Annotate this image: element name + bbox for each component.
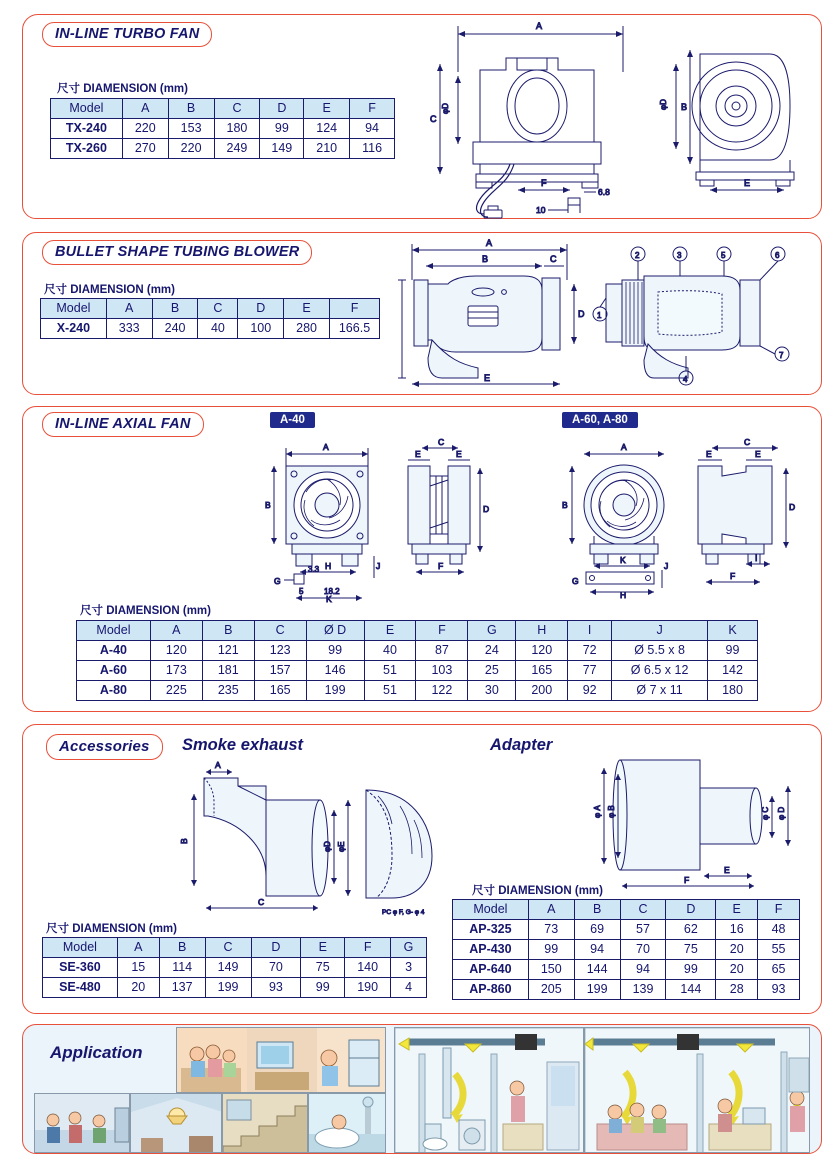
cell: 144 [666,980,716,1000]
cell: 153 [168,119,214,139]
dimension-text: DIAMENSION (mm) [72,923,177,935]
cell: 199 [205,978,251,998]
application-illustration-bathroom [308,1093,386,1153]
application-illustration-living-room [176,1027,386,1093]
cell: 62 [666,920,716,940]
cell: 25 [468,661,516,681]
table-row [43,958,427,978]
cell: 249 [214,139,260,159]
dimension-text: DIAMENSION (mm) [83,83,188,95]
svg-text:C: C [258,897,265,907]
svg-text:B: B [179,838,189,844]
svg-text:A: A [323,442,329,452]
svg-text:F: F [438,561,444,571]
svg-text:J: J [664,561,669,571]
cell: Ø 7 x 11 [612,681,708,701]
svg-text:A: A [536,21,543,31]
svg-text:5: 5 [721,251,726,260]
col-header: B [168,99,214,119]
cell: 150 [528,960,574,980]
cell: 3 [391,958,427,978]
smoke-exhaust-title-text: Smoke exhaust [182,736,304,754]
application-illustration-toilet-duct [394,1027,584,1153]
svg-text:B: B [265,500,271,510]
col-header: A [150,621,202,641]
cell-model: AP-325 [453,920,529,940]
svg-text:F: F [541,178,547,188]
svg-text:E: E [724,865,730,875]
cell: 40 [198,319,238,339]
svg-text:A: A [621,442,627,452]
cell: Ø 5.5 x 8 [612,641,708,661]
cell: 20 [716,940,758,960]
cell: 100 [238,319,284,339]
cell: 180 [708,681,758,701]
cell: 142 [708,661,758,681]
cell: 40 [364,641,416,661]
col-header: F [350,99,395,119]
adapter-drawing [593,740,821,890]
cell: 70 [620,940,666,960]
cell: 205 [528,980,574,1000]
cell: 75 [666,940,716,960]
svg-text:B: B [562,500,568,510]
cell: 140 [345,958,391,978]
svg-text:F: F [684,875,690,885]
svg-text:φD: φD [441,103,450,114]
cell: 122 [416,681,468,701]
cell: 57 [620,920,666,940]
col-header: B [574,900,620,920]
svg-text:φE: φE [337,841,346,852]
adapter-dimension-label [472,882,603,898]
cell: 114 [159,958,205,978]
adapter-title-text: Adapter [490,736,553,754]
adapter-spec-table [452,899,800,1000]
table-row [77,661,758,681]
section-title-accessories [46,734,163,760]
col-header: E [304,99,350,119]
smoke-dimension-label [46,920,177,936]
cell: 120 [150,641,202,661]
table-header-row [41,299,380,319]
table-row [453,980,800,1000]
table-row [453,920,800,940]
col-header: C [254,621,306,641]
svg-text:5: 5 [299,587,304,596]
svg-text:D: D [578,309,585,319]
turbo-fan-drawing [418,14,818,219]
dimension-text: DIAMENSION (mm) [70,284,175,296]
svg-text:E: E [456,449,462,459]
cell: 220 [168,139,214,159]
svg-text:B: B [482,254,489,264]
cell: 235 [202,681,254,701]
table-row [43,978,427,998]
col-header: F [345,938,391,958]
turbo-spec-table [50,98,395,159]
application-illustration-living-duct [584,1027,810,1153]
svg-text:I: I [755,553,758,563]
svg-text:C: C [430,114,437,124]
application-title-text: Application [50,1043,143,1062]
cell: 28 [716,980,758,1000]
svg-text:G: G [274,576,281,586]
svg-text:E: E [706,449,712,459]
col-header: B [152,299,198,319]
table-row [77,681,758,701]
cell: 93 [758,980,800,1000]
cell: 121 [202,641,254,661]
cell: Ø 6.5 x 12 [612,661,708,681]
bullet-spec-table [40,298,380,339]
bullet-blower-drawing [392,232,812,395]
cell: 180 [214,119,260,139]
cell: 99 [260,119,304,139]
svg-text:7: 7 [779,351,784,360]
col-header: E [716,900,758,920]
svg-text:G: G [572,576,579,586]
cell: 139 [620,980,666,1000]
svg-text:A: A [486,238,493,248]
cell: 165 [516,661,568,681]
col-header: K [708,621,758,641]
cell-model: AP-860 [453,980,529,1000]
col-header: C [620,900,666,920]
cell-model: A-60 [77,661,151,681]
cell: 51 [364,661,416,681]
cell-model: AP-640 [453,960,529,980]
svg-text:φ D: φ D [777,806,786,820]
svg-text:C: C [438,437,445,447]
cell: 123 [254,641,306,661]
cell-model: A-40 [77,641,151,661]
cell-model: TX-260 [51,139,123,159]
cell: 99 [301,978,345,998]
smoke-exhaust-title [182,736,303,755]
axial-dimension-label [80,602,211,618]
cell: 15 [117,958,159,978]
svg-text:F: F [730,571,736,581]
svg-text:6: 6 [775,251,780,260]
model-tag-a60-a80 [562,412,638,428]
svg-text:φ A: φ A [593,805,602,818]
cell-model: SE-360 [43,958,118,978]
cell: 149 [260,139,304,159]
table-header-row [51,99,395,119]
application-illustration-warehouse [130,1093,222,1153]
col-header: D [238,299,284,319]
col-header: C [214,99,260,119]
table-header-row [453,900,800,920]
col-header: Model [41,299,107,319]
cell: 173 [150,661,202,681]
col-header: D [260,99,304,119]
table-header-row [43,938,427,958]
col-header: A [122,99,168,119]
col-header: D [251,938,301,958]
cell: 77 [568,661,612,681]
dimension-cjk: 尺寸 [57,81,80,95]
smoke-exhaust-spec-table [42,937,427,998]
cell: 225 [150,681,202,701]
col-header: F [330,299,380,319]
cell: 20 [117,978,159,998]
svg-text:E: E [484,373,491,383]
cell: 92 [568,681,612,701]
col-header: E [301,938,345,958]
col-header: G [391,938,427,958]
cell: 75 [301,958,345,978]
cell: 149 [205,958,251,978]
col-header: J [612,621,708,641]
dimension-text: DIAMENSION (mm) [498,885,603,897]
cell: 157 [254,661,306,681]
section-title-text: IN-LINE AXIAL FAN [55,416,191,432]
section-title-bullet-shape [42,240,312,265]
svg-text:H: H [620,590,627,600]
cell: 116 [350,139,395,159]
svg-text:A: A [215,760,221,770]
table-row [41,319,380,339]
col-header: H [516,621,568,641]
col-header: D [666,900,716,920]
cell: 70 [251,958,301,978]
col-header: B [159,938,205,958]
cell-model: AP-430 [453,940,529,960]
cell: 94 [350,119,395,139]
dimension-cjk: 尺寸 [44,282,67,296]
cell: 94 [620,960,666,980]
model-tag-a40 [270,412,315,428]
svg-text:K: K [620,555,626,565]
col-header: I [568,621,612,641]
cell-model: TX-240 [51,119,123,139]
application-title [50,1043,143,1063]
cell: 99 [666,960,716,980]
cell: 280 [284,319,330,339]
cell: 166.5 [330,319,380,339]
axial-a40-drawing [252,432,542,602]
svg-text:18.2: 18.2 [324,587,340,596]
dimension-cjk: 尺寸 [46,921,69,935]
col-header: B [202,621,254,641]
cell: 30 [468,681,516,701]
svg-text:φD: φD [659,99,668,110]
cell-model: A-80 [77,681,151,701]
svg-text:D: D [483,504,490,514]
section-title-inline-turbo-fan [42,22,212,47]
dimension-text: DIAMENSION (mm) [106,605,211,617]
cell: 20 [716,960,758,980]
cell: 144 [574,960,620,980]
svg-text:10: 10 [536,205,546,215]
col-header: C [198,299,238,319]
col-header: Ø D [306,621,364,641]
axial-a60-a80-drawing [546,432,816,602]
table-header-row [77,621,758,641]
smoke-exhaust-drawing [170,756,440,924]
col-header: A [528,900,574,920]
application-illustration-stairwell [222,1093,308,1153]
section-title-inline-axial-fan [42,412,204,437]
adapter-title [490,736,552,755]
cell: 99 [528,940,574,960]
cell: 99 [306,641,364,661]
cell: 120 [516,641,568,661]
turbo-dimension-label [57,80,188,96]
section-title-text: IN-LINE TURBO FAN [55,26,200,42]
col-header: A [106,299,152,319]
cell: 199 [574,980,620,1000]
svg-text:4: 4 [683,375,688,384]
cell: 94 [574,940,620,960]
model-tag-label: A-40 [280,414,305,426]
cell: 210 [304,139,350,159]
col-header: C [205,938,251,958]
cell-model: SE-480 [43,978,118,998]
cell: 240 [152,319,198,339]
cell: 4 [391,978,427,998]
cell: 51 [364,681,416,701]
cell: 65 [758,960,800,980]
svg-text:2: 2 [635,251,640,260]
svg-text:D: D [789,502,796,512]
application-illustration-office [34,1093,130,1153]
svg-text:φ C: φ C [761,806,770,820]
cell: 190 [345,978,391,998]
svg-text:C: C [550,254,557,264]
col-header: E [364,621,416,641]
svg-text:3: 3 [677,251,682,260]
axial-spec-table [76,620,758,701]
dimension-cjk: 尺寸 [472,883,495,897]
svg-text:PC φ F, G- φ 4: PC φ F, G- φ 4 [382,909,425,916]
col-header: Model [51,99,123,119]
table-row [51,139,395,159]
col-header: E [284,299,330,319]
cell: 146 [306,661,364,681]
cell: 165 [254,681,306,701]
col-header: F [758,900,800,920]
svg-text:B: B [681,102,688,112]
col-header: Model [77,621,151,641]
svg-text:3.3: 3.3 [308,565,320,574]
section-title-text: BULLET SHAPE TUBING BLOWER [55,244,300,260]
cell: 55 [758,940,800,960]
cell: 137 [159,978,205,998]
cell: 24 [468,641,516,661]
table-row [453,940,800,960]
svg-text:6.8: 6.8 [598,187,610,197]
col-header: G [468,621,516,641]
cell: 199 [306,681,364,701]
col-header: A [117,938,159,958]
svg-text:φD: φD [323,841,332,852]
cell: 200 [516,681,568,701]
cell: 48 [758,920,800,940]
svg-text:E: E [744,178,751,188]
col-header: Model [453,900,529,920]
cell: 270 [122,139,168,159]
svg-text:J: J [376,561,381,571]
cell: 93 [251,978,301,998]
bullet-dimension-label [44,281,175,297]
svg-text:C: C [744,437,751,447]
cell: 333 [106,319,152,339]
section-title-text: Accessories [59,738,150,755]
col-header: F [416,621,468,641]
cell: 73 [528,920,574,940]
svg-text:H: H [325,561,332,571]
model-tag-label: A-60, A-80 [572,414,628,426]
svg-text:K: K [326,594,332,604]
col-header: Model [43,938,118,958]
cell: 72 [568,641,612,661]
table-row [77,641,758,661]
cell: 87 [416,641,468,661]
cell: 220 [122,119,168,139]
cell: 124 [304,119,350,139]
svg-text:φ B: φ B [607,805,616,818]
cell: 103 [416,661,468,681]
svg-text:E: E [415,449,421,459]
cell: 16 [716,920,758,940]
table-row [453,960,800,980]
dimension-cjk: 尺寸 [80,603,103,617]
cell: 69 [574,920,620,940]
cell-model: X-240 [41,319,107,339]
cell: 99 [708,641,758,661]
cell: 181 [202,661,254,681]
svg-text:1: 1 [597,311,602,320]
table-row [51,119,395,139]
svg-text:E: E [755,449,761,459]
